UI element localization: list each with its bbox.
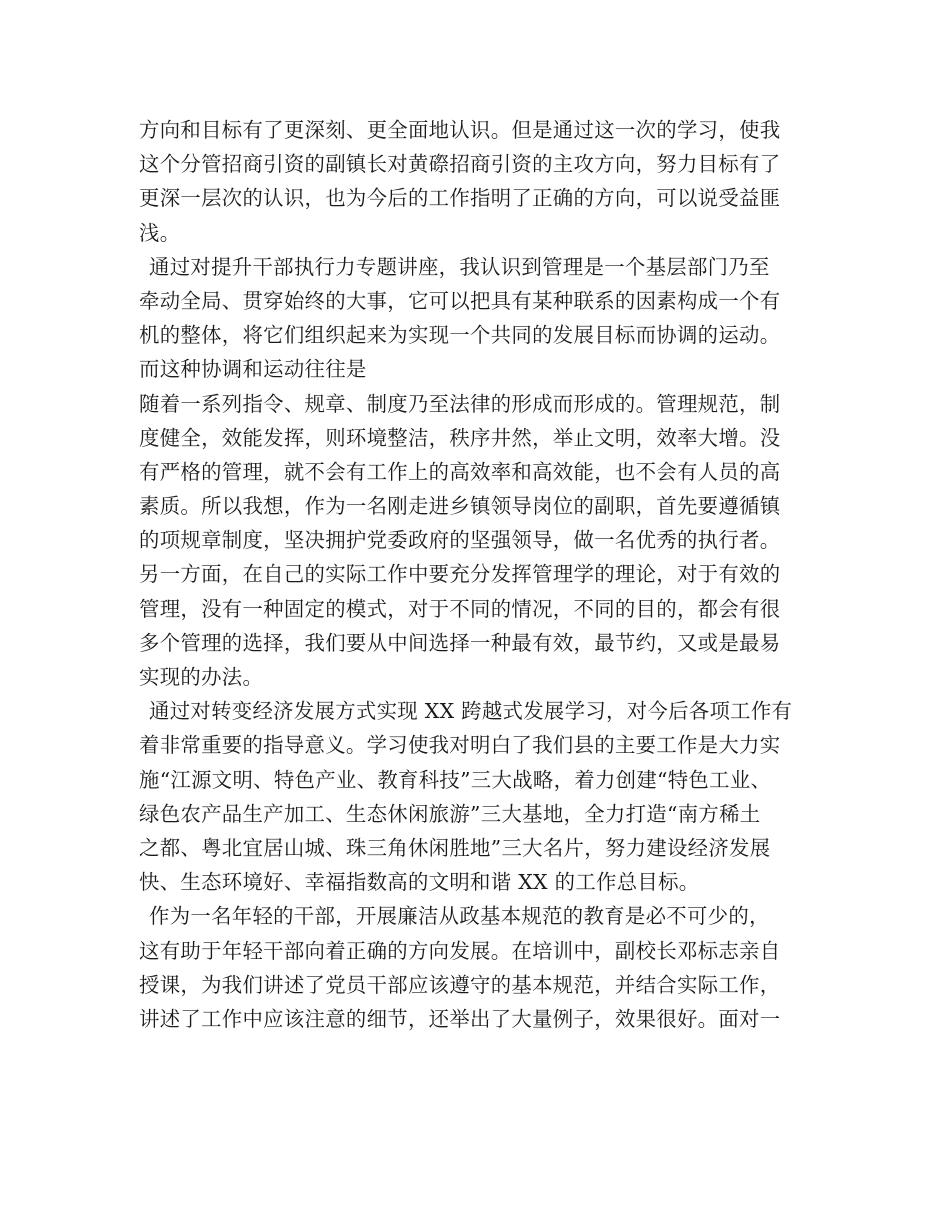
text-line: 另一方面，在自己的实际工作中要充分发挥管理学的理论，对于有效的 [139, 562, 781, 587]
text-line: 浅。 [139, 220, 181, 245]
body-text [139, 113, 829, 1036]
text-line: 作为一名年轻的干部，开展廉洁从政基本规范的教育是必不可少的， [149, 904, 770, 929]
text-line: 通过对提升干部执行力专题讲座，我认识到管理是一个基层部门乃至 [149, 254, 770, 279]
text-line: 机的整体，将它们组织起来为实现一个共同的发展目标而协调的运动。 [139, 323, 781, 348]
text-line: 这个分管招商引资的副镇长对黄磜招商引资的主攻方向，努力目标有了 [139, 152, 781, 177]
text-line: 施“江源文明、特色产业、教育科技”三大战略，着力创建“特色工业、 [139, 767, 772, 792]
text-line: 牵动全局、贯穿始终的大事，它可以把具有某种联系的因素构成一个有 [139, 288, 781, 313]
text-line: 之都、粤北宜居山城、珠三角休闲胜地”三大名片，努力建设经济发展 [139, 835, 771, 860]
text-line: 绿色农产品生产加工、生态休闲旅游”三大基地，全力打造“南方稀土 [139, 801, 761, 826]
text-line: 方向和目标有了更深刻、更全面地认识。但是通过这一次的学习，使我 [139, 118, 781, 142]
text-line: 授课，为我们讲述了党员干部应该遵守的基本规范，并结合实际工作， [139, 972, 781, 997]
text-line: 通过对转变经济发展方式实现 XX 跨越式发展学习，对今后各项工作有 [149, 699, 793, 724]
text-line: 度健全，效能发挥，则环境整洁，秩序井然，举止文明，效率大增。没 [139, 425, 781, 450]
text-line: 讲述了工作中应该注意的细节，还举出了大量例子，效果很好。面对一 [139, 1006, 781, 1031]
text-line: 多个管理的选择，我们要从中间选择一种最有效，最节约，又或是最易 [139, 630, 781, 655]
text-line: 更深一层次的认识，也为今后的工作指明了正确的方向，可以说受益匪 [139, 186, 781, 211]
text-line: 这有助于年轻干部向着正确的方向发展。在培训中，副校长邓标志亲自 [139, 938, 781, 963]
text-line: 管理，没有一种固定的模式，对于不同的情况，不同的目的，都会有很 [139, 596, 781, 621]
text-line: 的项规章制度，坚决拥护党委政府的坚强领导，做一名优秀的执行者。 [139, 528, 781, 553]
text-line: 随着一系列指令、规章、制度乃至法律的形成而形成的。管理规范，制 [139, 391, 781, 416]
text-line: 而这种协调和运动往往是 [139, 357, 367, 382]
text-line: 着非常重要的指导意义。学习使我对明白了我们县的主要工作是大力实 [139, 733, 781, 758]
text-line: 素质。所以我想，作为一名刚走进乡镇领导岗位的副职，首先要遵循镇 [139, 494, 781, 519]
text-line: 实现的办法。 [139, 665, 264, 689]
text-line: 快、生态环境好、幸福指数高的文明和谐 XX 的工作总目标。 [139, 870, 700, 895]
text-line: 有严格的管理，就不会有工作上的高效率和高效能，也不会有人员的高 [139, 459, 781, 484]
